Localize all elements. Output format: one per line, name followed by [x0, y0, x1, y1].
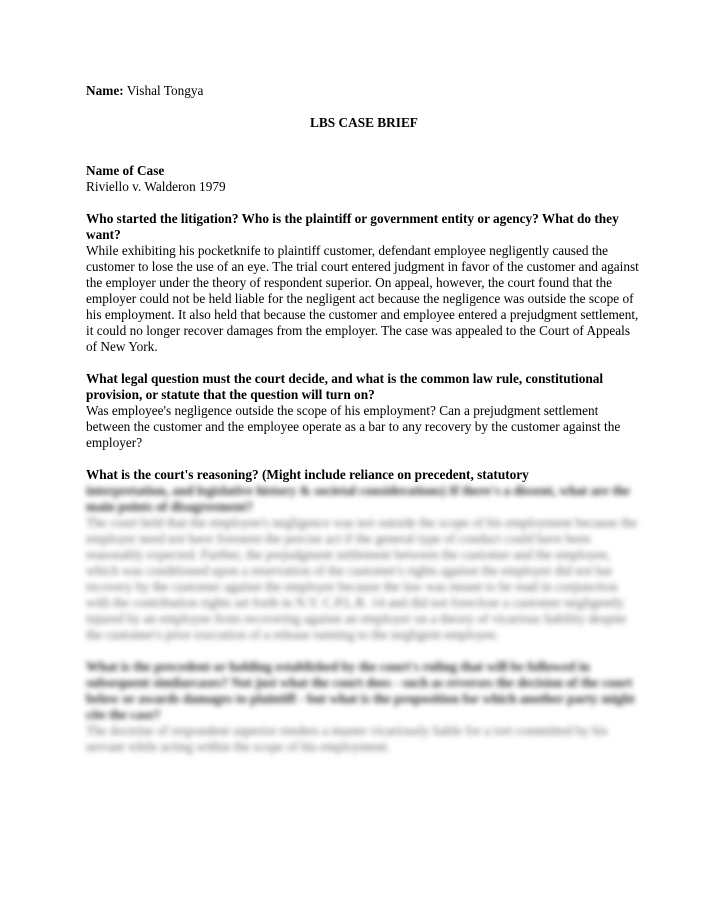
reasoning-question-rest: interpretation, and legislative history & societal considerations) If there's a dissent, what are the main points of disagreement? [86, 483, 631, 514]
blurred-preview-region [86, 483, 642, 755]
student-name-line [86, 83, 642, 99]
legal-question-answer: Was employee's negligence outside the scope of his employment? Can a prejudgment settlement between the customer and the employee operate as a bar to any recovery by the customer against the employer? [86, 403, 621, 450]
case-name-value: Riviello v. Walderon 1979 [86, 179, 226, 194]
litigation-question: Who started the litigation? Who is the plaintiff or government entity or agency? What do they want? [86, 211, 619, 242]
reasoning-answer: The court held that the employee's negligence was not outside the scope of his employment because the employer need not have foreseen the precise act if the general type of conduct could have been reasonably expected. Further, the prejudgment settlement between the customer and the employee, which was conditioned upon a reservation of the customer's rights against the employer did not bar recovery by the customer against the employer because the law was meant to be read in conjunction with the contribution rights set forth in N.Y. C.P.L.R. 14 and did not foreclose a customer negligently injured by an employee from recovering against an employer on a theory of vicarious liability despite the customer's prior execution of a release running to the negligent employee. [86, 515, 638, 642]
student-name-value: Vishal Tongya [126, 83, 204, 98]
litigation-answer: While exhibiting his pocketknife to plaintiff customer, defendant employee negligently caused the customer to lose the use of an eye. The trial court entered judgment in favor of the customer and against the employer under the theory of respondent superior. On appeal, however, the court found that the employer could not be held liable for the negligent act because the negligence was outside the scope of his employment. It also held that because the customer and employee entered a prejudgment settlement, it could no longer recover damages from the employer. The case was appealed to the Court of Appeals of New York. [86, 243, 639, 354]
case-name-heading: Name of Case [86, 163, 165, 178]
holding-answer: The doctrine of respondent superior renders a master vicariously liable for a tort committed by his servant while acting within the scope of his employment. [86, 723, 608, 754]
reasoning-question-first-line: What is the court's reasoning? (Might include reliance on precedent, statutory [86, 467, 529, 482]
document-title: LBS CASE BRIEF [310, 115, 418, 130]
student-name-label: Name: [86, 83, 124, 98]
document-page [86, 83, 642, 755]
holding-question: What is the precedent or holding established by the court's ruling that will be followed in subsequent similarcases? Not just what the court does - such as reverses the decision of the court below or awards damages to plaintiff - but what is the proposition for which another party might cite the case? [86, 659, 635, 722]
legal-question-heading: What legal question must the court decide, and what is the common law rule, constitutional provision, or statute that the question will turn on? [86, 371, 604, 402]
